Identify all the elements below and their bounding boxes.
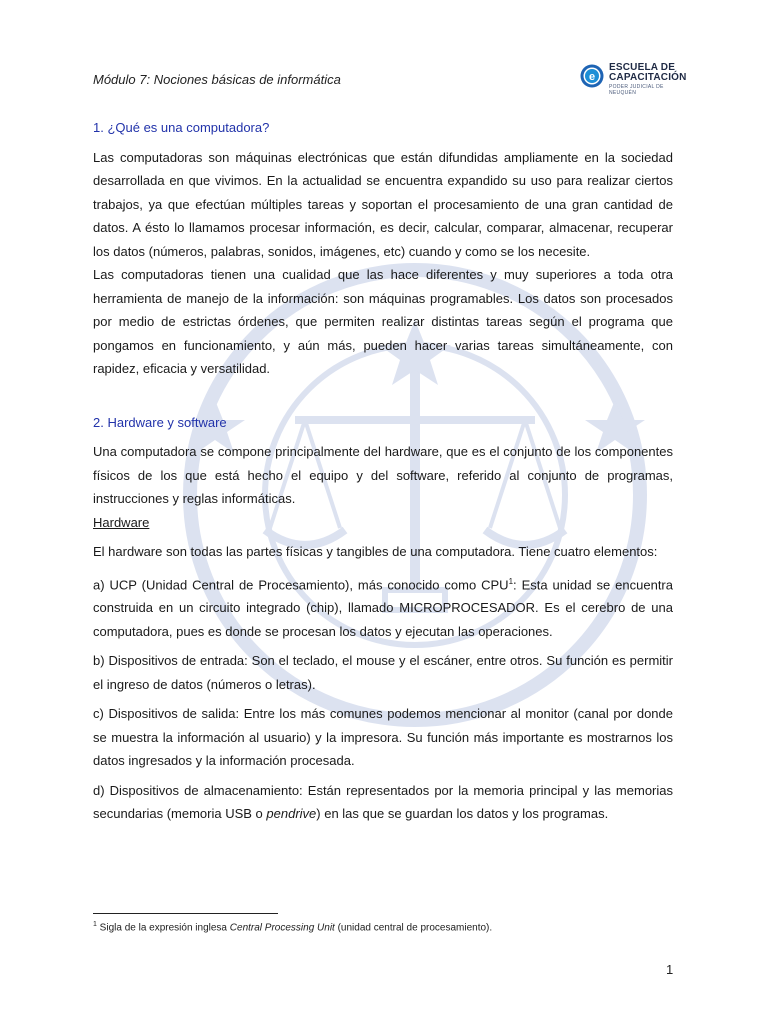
section1-paragraph-1: Las computadoras son máquinas electrónicas que están difundidas ampliamente en la sociedad desarrollada en que vivimos. En la actualidad se encuentra expandido su uso para realizar ciertos trabajos, ya que efectúan múltiples tareas y soportan el procesamiento de una gran cantidad de datos. A ésto lo llamamos procesar información, es decir, calcular, comparar, almacenar, recuperar los datos (números, palabras, sonidos, imágenes, etc) cuando y como se los necesite. [93,149,673,259]
section2-paragraph-2: El hardware son todas las partes físicas y tangibles de una computadora. Tiene cuatro elementos: [93,544,658,559]
escuela-logo-icon [580,64,604,88]
item-d-text-cont: ) en las que se guardan los datos y los programas. [316,806,609,822]
section1-paragraph-2: Las computadoras tienen una cualidad que las hace diferentes y muy superiores a toda otra herramienta de manejo de la información: son máquinas programables. Los datos son procesados por medio de estrictas órdenes, que permiten realizar distintas tareas según el programa que pongamos en funcionamiento, y aún más, pueden hacer varias tareas simultáneamente, con rapidez, eficacia y versatilidad. [93,267,673,376]
hardware-subheading: Hardware [93,514,150,530]
logo-text-line3: PODER JUDICIAL DE NEUQUÉN [609,84,664,96]
footnote-separator [93,913,278,914]
footnote-emphasis: Central Processing Unit [229,922,335,934]
document-body [93,116,673,826]
section-heading-1: 1. ¿Qué es una computadora? [93,120,270,135]
footnote-text-cont: (unidad central de procesamiento). [334,922,493,934]
section-heading-2: 2. Hardware y software [93,414,227,430]
item-d-text: d) Dispositivos de almacenamiento: Están representados por la memoria principal y las memorias secundarias (memoria USB o [93,782,673,822]
item-a-text-cont: : Esta unidad se encuentra construida en un circuito integrado (chip), llamado MICROPROCESADOR. Es el cerebro de una computadora, pues es donde se procesan los datos y ejecutan las operaciones. [93,576,673,639]
footnote-reference[interactable]: 1 [508,576,514,586]
footnote-text: Sigla de la expresión inglesa [96,922,230,934]
footnote-mark: 1 [93,921,97,928]
list-item-b: b) Dispositivos de entrada: Son el teclado, el mouse y el escáner, entre otros. Su función es permitir el ingreso de datos (números o letras). [93,653,673,692]
footnote [93,921,492,933]
list-item-d [93,779,673,826]
item-a-text: a) UCP (Unidad Central de Procesamiento), más conocido como CPU [93,576,509,592]
logo-letter: e [588,71,596,83]
page-number: 1 [666,962,674,977]
document-header-title: Módulo 7: Nociones básicas de informática [93,72,341,87]
logo-text-line2: CAPACITACIÓN [609,72,687,83]
logo-text-line1: ESCUELA DE [609,62,676,73]
item-d-emphasis: pendrive [266,806,317,822]
list-item-a [93,570,673,644]
escuela-logo [580,62,690,96]
list-item-c: c) Dispositivos de salida: Entre los más comunes podemos mencionar al monitor (canal por donde se muestra la información al usuario) y la impresora. Su función más importante es mostrarnos los datos ingresados y la información procesada. [93,706,673,769]
section2-paragraph-1: Una computadora se compone principalmente del hardware, que es el conjunto de los componentes físicos de los que está hecho el equipo y del software, referido al conjunto de programas, instrucciones y reglas informáticas. [93,444,673,506]
